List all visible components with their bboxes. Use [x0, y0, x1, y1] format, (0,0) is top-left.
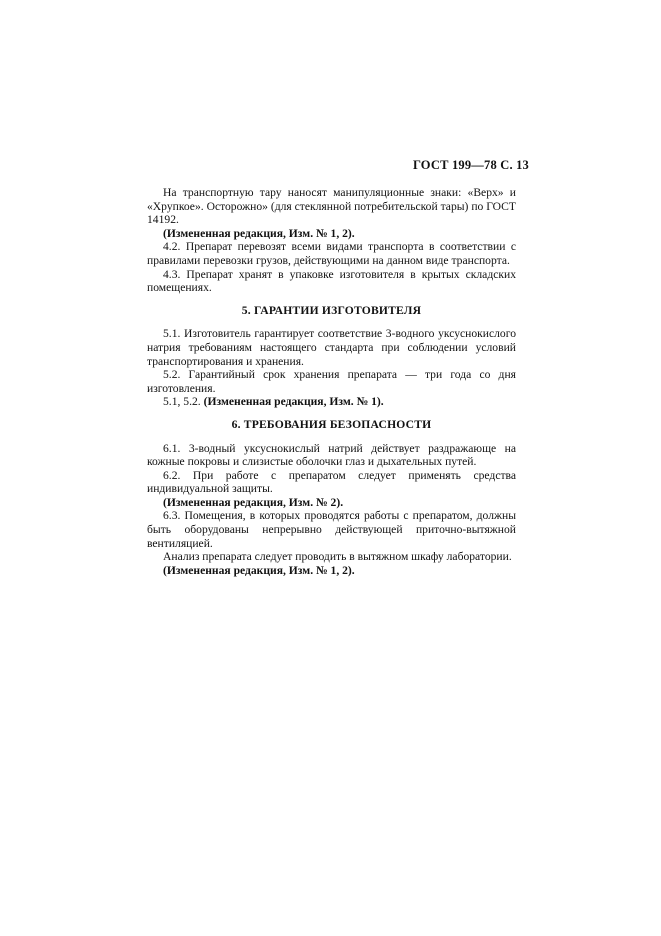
paragraph-4-3: 4.3. Препарат хранят в упаковке изготовителя в крытых складских помещениях.	[147, 267, 516, 295]
reference-prefix: 5.1, 5.2.	[163, 395, 201, 409]
paragraph-6-3: 6.3. Помещения, в которых проводятся работы с препаратом, должны быть оборудованы непрерывно действующей приточно-вытяжной вентиляцией.	[147, 509, 516, 550]
paragraph-4-2: 4.2. Препарат перевозят всеми видами транспорта в соответствии с правилами перевозки грузов, действующими на данном виде транспорта.	[147, 240, 516, 267]
amendment-note: (Измененная редакция, Изм. № 1, 2).	[163, 226, 355, 240]
paragraph-analysis: Анализ препарата следует проводить в вытяжном шкафу лаборатории.	[163, 550, 512, 564]
page-header: ГОСТ 199—78 С. 13	[412, 158, 529, 172]
paragraph-6-2: 6.2. При работе с препаратом следует применять средства индивидуальной защиты.	[147, 468, 516, 496]
paragraph-5-ref	[147, 395, 516, 409]
amendment-note: (Измененная редакция, Изм. № 1, 2).	[163, 563, 355, 577]
section-6-title: 6. ТРЕБОВАНИЯ БЕЗОПАСНОСТИ	[231, 417, 432, 431]
document-body	[147, 186, 516, 577]
paragraph-6-1: 6.1. 3-водный уксуснокислый натрий действует раздражающе на кожные покровы и слизистые оболочки глаз и дыхательных путей.	[147, 441, 516, 469]
section-5-title: 5. ГАРАНТИИ ИЗГОТОВИТЕЛЯ	[241, 303, 422, 317]
paragraph-marking: На транспортную тару наносят манипуляционные знаки: «Верх» и «Хрупкое». Осторожно» (для стеклянной потребительской тары) по ГОСТ 14192.	[147, 186, 516, 227]
paragraph-5-2: 5.2. Гарантийный срок хранения препарата — три года со дня изготовления.	[147, 368, 516, 395]
amendment-note: (Измененная редакция, Изм. № 2).	[163, 495, 344, 509]
paragraph-5-1: 5.1. Изготовитель гарантирует соответствие 3-водного уксуснокислого натрия требованиям настоящего стандарта при соблюдении условий транспортирования и хранения.	[147, 327, 516, 368]
amendment-note: (Измененная редакция, Изм. № 1).	[203, 395, 384, 409]
